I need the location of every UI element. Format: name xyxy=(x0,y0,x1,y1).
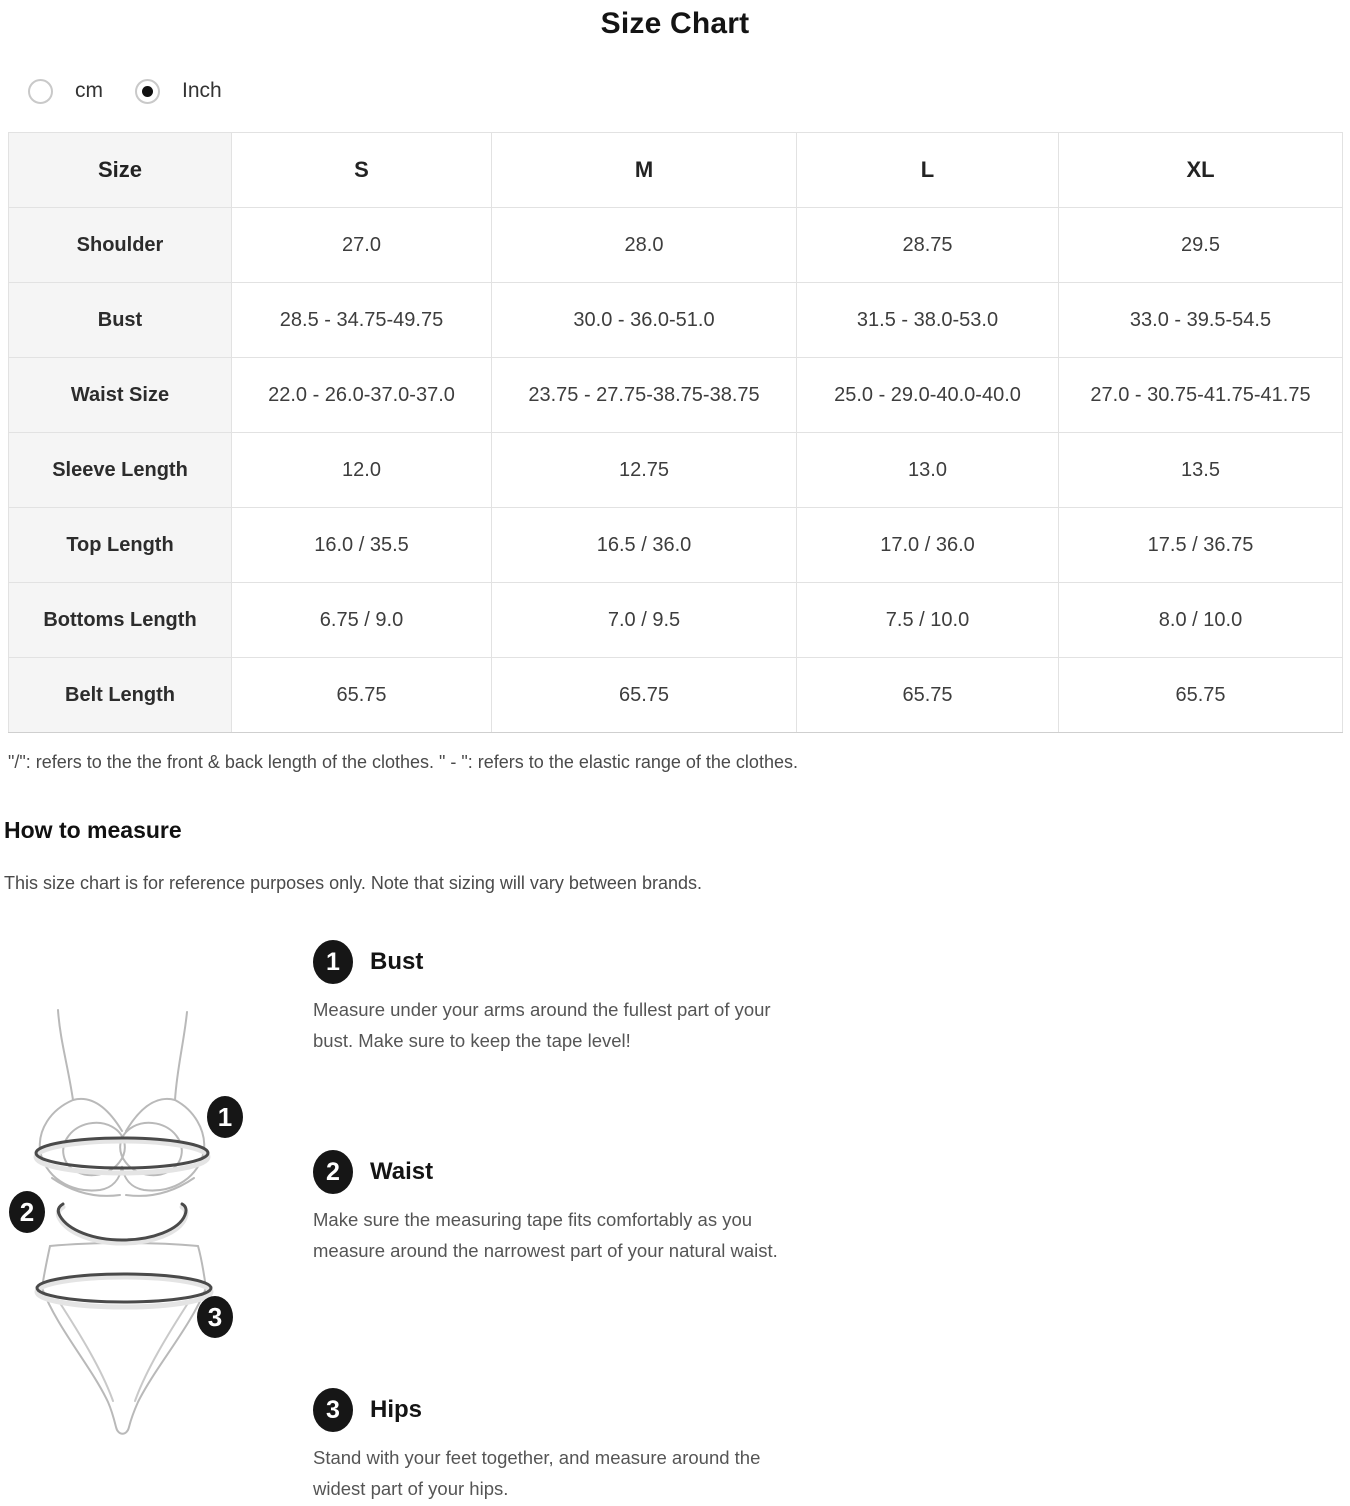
marker-3-number: 3 xyxy=(207,1302,223,1332)
bottoms-outline xyxy=(42,1243,206,1434)
measure-step-hips xyxy=(313,1388,813,1504)
row-label: Waist Size xyxy=(9,358,232,433)
table-header-row xyxy=(9,133,1343,208)
cell-value: 6.75 / 9.0 xyxy=(232,583,492,658)
step-1-title: Bust xyxy=(370,948,424,975)
cell-value: 31.5 - 38.0-53.0 xyxy=(797,283,1059,358)
marker-2-number: 2 xyxy=(19,1197,35,1227)
cell-value: 8.0 / 10.0 xyxy=(1059,583,1343,658)
row-label: Sleeve Length xyxy=(9,433,232,508)
measure-step-waist xyxy=(313,1150,813,1266)
cell-value: 65.75 xyxy=(232,658,492,733)
step-2-title: Waist xyxy=(370,1158,434,1185)
cell-value: 7.5 / 10.0 xyxy=(797,583,1059,658)
strap-line xyxy=(58,1010,73,1100)
radio-cm-label[interactable]: cm xyxy=(75,79,103,102)
table-row xyxy=(9,583,1343,658)
step-1-description: Measure under your arms around the fullest part of your bust. Make sure to keep the tape level! xyxy=(313,999,771,1051)
unit-option-inch[interactable] xyxy=(135,79,222,104)
marker-1-number: 1 xyxy=(217,1102,233,1132)
cell-value: 23.75 - 27.75-38.75-38.75 xyxy=(492,358,797,433)
tape-shadow xyxy=(58,1207,186,1243)
step-3-description: Stand with your feet together, and measure around the widest part of your hips. xyxy=(313,1447,761,1499)
bottoms-seam xyxy=(135,1300,190,1401)
column-header-m: M xyxy=(492,133,797,208)
radio-inch-icon[interactable] xyxy=(135,79,160,104)
step-3-badge: 3 xyxy=(313,1388,353,1432)
step-3-title: Hips xyxy=(370,1396,423,1423)
unit-toggle xyxy=(28,78,1350,104)
cell-value: 12.75 xyxy=(492,433,797,508)
cell-value: 7.0 / 9.5 xyxy=(492,583,797,658)
cell-value: 13.5 xyxy=(1059,433,1343,508)
how-to-measure-heading: How to measure xyxy=(4,817,182,843)
cell-value: 65.75 xyxy=(1059,658,1343,733)
cell-value: 16.5 / 36.0 xyxy=(492,508,797,583)
cell-value: 12.0 xyxy=(232,433,492,508)
cell-value: 65.75 xyxy=(797,658,1059,733)
row-label: Bottoms Length xyxy=(9,583,232,658)
page-title: Size Chart xyxy=(600,7,750,40)
cell-value: 30.0 - 36.0-51.0 xyxy=(492,283,797,358)
measure-step-bust xyxy=(313,940,813,1056)
size-chart-table xyxy=(8,132,1343,733)
table-row xyxy=(9,283,1343,358)
column-header-size: Size xyxy=(9,133,232,208)
cell-value: 17.0 / 36.0 xyxy=(797,508,1059,583)
body-measurement-illustration xyxy=(0,950,300,1450)
row-label: Top Length xyxy=(9,508,232,583)
table-row xyxy=(9,658,1343,733)
cell-value: 28.75 xyxy=(797,208,1059,283)
column-header-s: S xyxy=(232,133,492,208)
radio-cm-icon[interactable] xyxy=(28,79,53,104)
bottoms-seam xyxy=(58,1300,113,1401)
cell-value: 29.5 xyxy=(1059,208,1343,283)
cell-value: 25.0 - 29.0-40.0-40.0 xyxy=(797,358,1059,433)
cell-value: 13.0 xyxy=(797,433,1059,508)
column-header-l: L xyxy=(797,133,1059,208)
cell-value: 33.0 - 39.5-54.5 xyxy=(1059,283,1343,358)
unit-option-cm[interactable] xyxy=(28,79,103,104)
cell-value: 22.0 - 26.0-37.0-37.0 xyxy=(232,358,492,433)
cell-value: 17.5 / 36.75 xyxy=(1059,508,1343,583)
cell-value: 27.0 xyxy=(232,208,492,283)
table-row xyxy=(9,508,1343,583)
row-label: Bust xyxy=(9,283,232,358)
how-to-measure-section xyxy=(0,902,1350,1502)
row-label: Belt Length xyxy=(9,658,232,733)
step-2-description: Make sure the measuring tape fits comfortably as you measure around the narrowest part of your natural waist. xyxy=(313,1209,778,1261)
cell-value: 65.75 xyxy=(492,658,797,733)
how-to-measure-intro: This size chart is for reference purposes only. Note that sizing will vary between brands. xyxy=(4,873,702,893)
cell-value: 28.5 - 34.75-49.75 xyxy=(232,283,492,358)
table-row xyxy=(9,433,1343,508)
table-row xyxy=(9,208,1343,283)
row-label: Shoulder xyxy=(9,208,232,283)
table-row xyxy=(9,358,1343,433)
step-2-badge: 2 xyxy=(313,1150,353,1194)
cell-value: 27.0 - 30.75-41.75-41.75 xyxy=(1059,358,1343,433)
column-header-xl: XL xyxy=(1059,133,1343,208)
table-footnote: "/": refers to the the front & back length of the clothes. " - ": refers to the elastic range of the clothes. xyxy=(8,752,798,772)
strap-line xyxy=(175,1012,187,1100)
cell-value: 16.0 / 35.5 xyxy=(232,508,492,583)
step-1-badge: 1 xyxy=(313,940,353,984)
cell-value: 28.0 xyxy=(492,208,797,283)
radio-inch-label[interactable]: Inch xyxy=(182,79,222,102)
